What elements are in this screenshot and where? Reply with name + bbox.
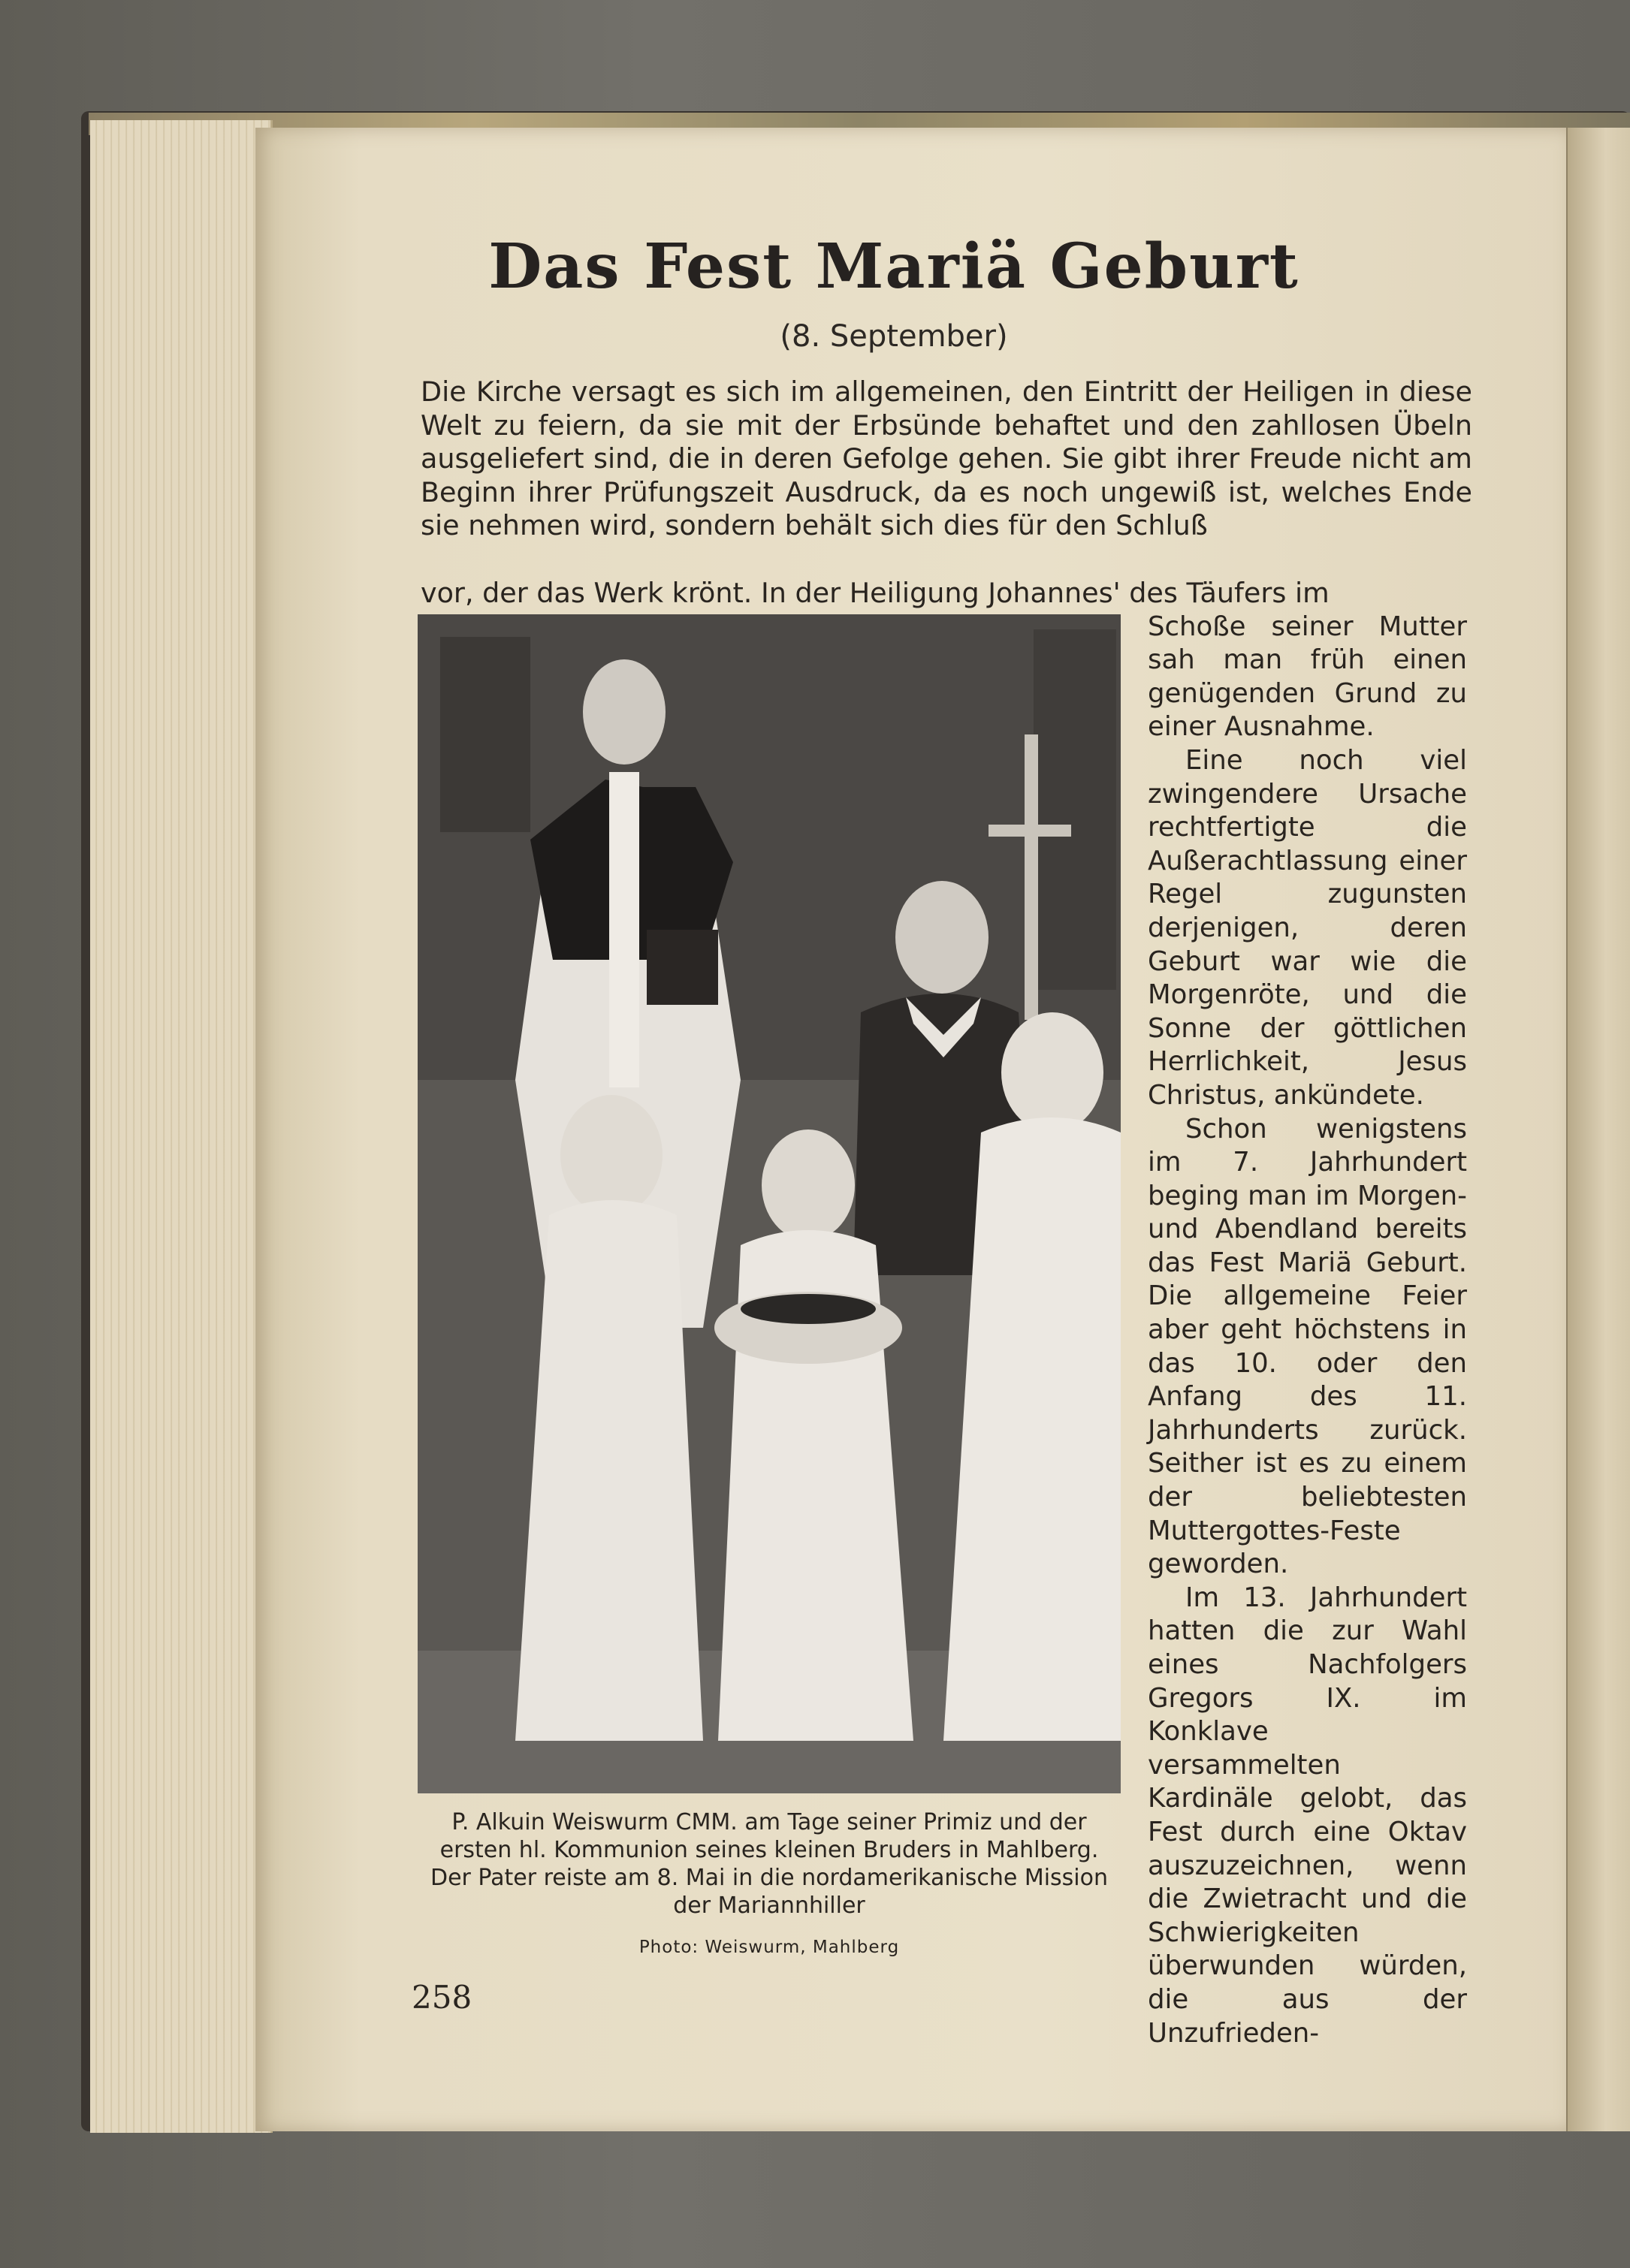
intro-last-line: vor, der das Werk krönt. In der Heiligung Johannes' des Täufers im bbox=[421, 577, 1330, 609]
article-date: (8. September) bbox=[780, 319, 1008, 354]
column-paragraph: Schoße seiner Mutter sah man früh einen genügenden Grund zu einer Ausnahme. bbox=[1148, 611, 1467, 743]
right-column bbox=[1148, 577, 1467, 2050]
column-paragraph: Im 13. Jahrhundert hatten die zur Wahl eines Nachfolgers Gregors IX. im Konklave versammelten Kardinäle gelobt, das Fest durch eine Oktav auszuzeichnen, wenn die Zwietracht und die Schwierigkeiten überwunden würden, die aus der Unzufrieden- bbox=[1148, 1582, 1467, 2049]
photo-illustration bbox=[418, 614, 1121, 1793]
intro-paragraph: Die Kirche versagt es sich im allgemeinen, den Eintritt der Heiligen in diese Welt zu feiern, da sie mit der Erbsünde behaftet und den zahllosen Übeln ausgeliefert sind, die in deren Gefolge gehen. Sie gibt ihrer Freude nicht am Beginn ihrer Prüfungszeit Ausdruck, da es noch ungewiß ist, welches Ende sie nehmen wird, sondern behält sich dies für den Schluß bbox=[421, 375, 1472, 542]
photo-caption: P. Alkuin Weiswurm CMM. am Tage seiner Primiz und der ersten hl. Kommunion seines kleinen Bruders in Mahlberg. Der Pater reiste am 8. Mai in die nordamerikanische Mission der Mariannhiller bbox=[430, 1809, 1109, 1919]
page-stack bbox=[90, 120, 273, 2133]
next-page-edge bbox=[1566, 128, 1630, 2131]
article-title: Das Fest Mariä Geburt bbox=[488, 231, 1299, 303]
photograph bbox=[418, 614, 1121, 1793]
column-paragraph: Schon wenigstens im 7. Jahrhundert beging man im Morgen- und Abendland bereits das Fest Mariä Geburt. Die allgemeine Feier aber geht höchstens in das 10. oder den Anfang des 11. Jahrhunderts zurück. Seither ist es zu einem der beliebtesten Muttergottes-Feste geworden. bbox=[1148, 1113, 1467, 1580]
photo-credit: Photo: Weiswurm, Mahlberg bbox=[638, 1938, 900, 1957]
page-number: 258 bbox=[412, 1979, 472, 2016]
column-paragraph: Eine noch viel zwingendere Ursache rechtfertigte die Außerachtlassung einer Regel zugunsten derjenigen, deren Geburt war wie die Morgenröte, und die Sonne der göttlichen Herrlichkeit, Jesus Christus, ankündete. bbox=[1148, 744, 1467, 1111]
